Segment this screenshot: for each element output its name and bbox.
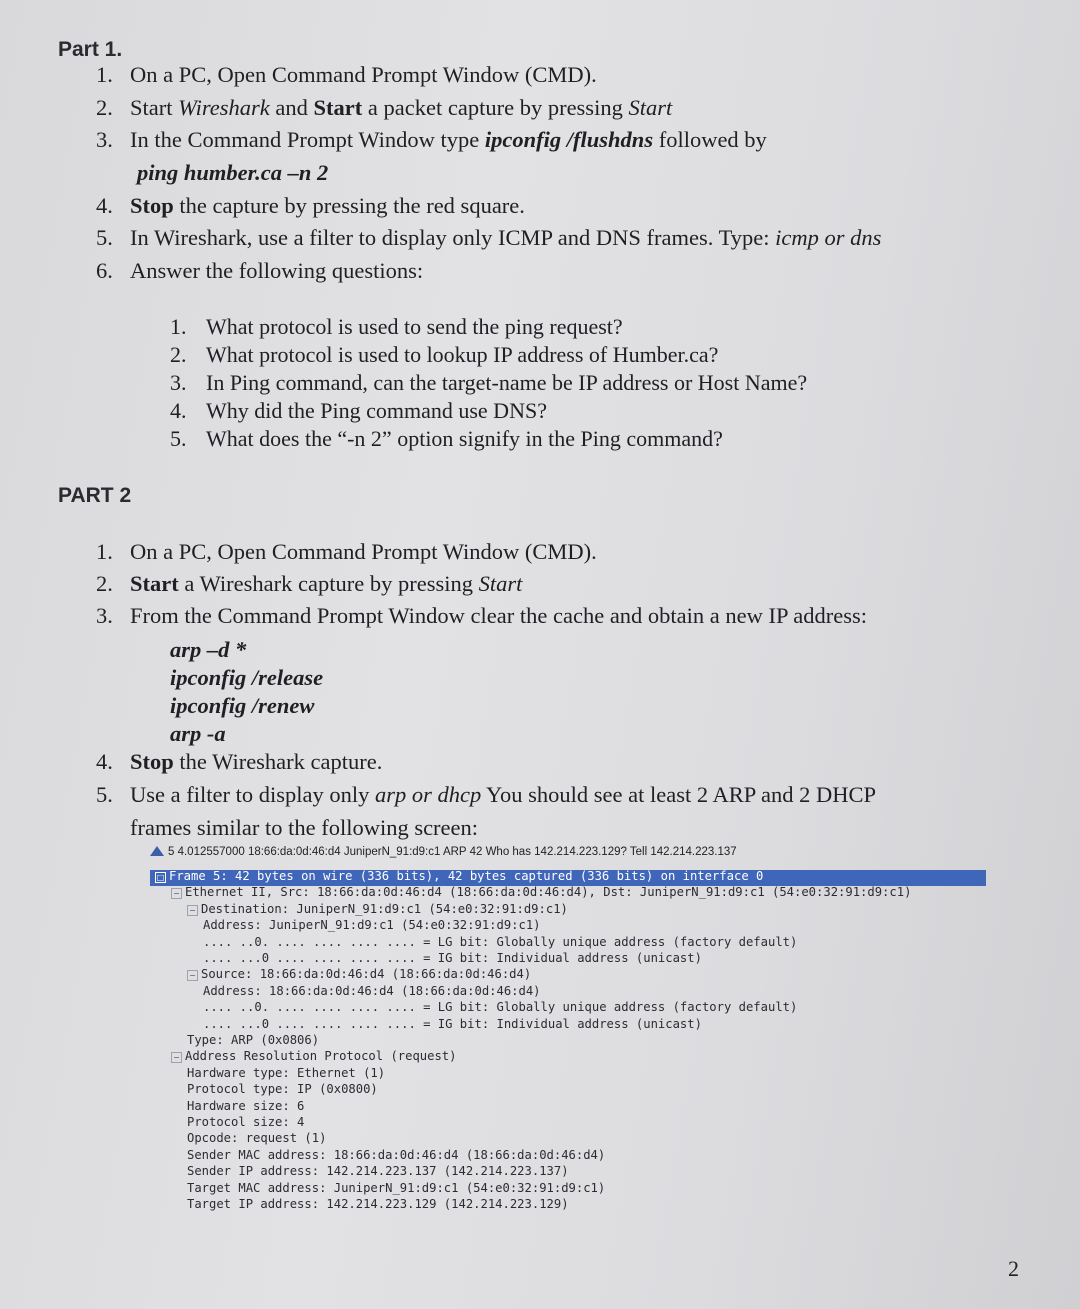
packet-details-tree — [155, 869, 985, 1219]
detail-text: .... ...0 .... .... .... .... = IG bit: Individual address (unicast) — [203, 1016, 702, 1031]
ping-command: ping humber.ca –n 2 — [137, 160, 329, 185]
part2-step-4: 4. Stop the Wireshark capture. — [96, 749, 383, 774]
packet-arrow-icon — [150, 846, 164, 856]
detail-line[interactable] — [203, 935, 797, 949]
tree-toggle-icon[interactable]: − — [187, 905, 198, 916]
detail-text: Address Resolution Protocol (request) — [185, 1049, 457, 1064]
tree-toggle-icon[interactable]: − — [171, 1052, 182, 1063]
detail-line[interactable] — [187, 1099, 304, 1113]
detail-text: Sender IP address: 142.214.223.137 (142.214.223.137) — [187, 1164, 569, 1179]
detail-text: Hardware size: 6 — [187, 1098, 305, 1113]
detail-text: Address: 18:66:da:0d:46:d4 (18:66:da:0d:46:d4) — [203, 983, 541, 998]
page-number: 2 — [1008, 1256, 1019, 1281]
question-5: 5. What does the “-n 2” option signify in the Ping command? — [170, 426, 723, 451]
detail-line[interactable] — [187, 1197, 569, 1211]
tree-toggle-icon[interactable]: □ — [156, 873, 165, 882]
part2-step-5: 5. Use a filter to display only arp or dhcp You should see at least 2 ARP and 2 DHCP — [96, 782, 877, 807]
detail-line[interactable] — [203, 951, 702, 965]
detail-text: Address: JuniperN_91:d9:c1 (54:e0:32:91:d9:c1) — [203, 918, 541, 933]
part2-step-5-line2: frames similar to the following screen: — [130, 815, 479, 840]
detail-text: Type: ARP (0x0806) — [187, 1033, 320, 1047]
detail-line[interactable] — [187, 1082, 378, 1096]
detail-line[interactable] — [187, 1033, 319, 1047]
detail-line[interactable] — [187, 902, 568, 916]
detail-line[interactable] — [171, 1049, 457, 1063]
detail-text: .... ..0. .... .... .... .... = LG bit: Globally unique address (factory default) — [203, 1000, 798, 1015]
detail-text: Protocol type: IP (0x0800) — [187, 1082, 378, 1097]
detail-line[interactable] — [187, 1131, 326, 1145]
tree-toggle-icon[interactable]: − — [171, 888, 182, 899]
detail-text: Destination: JuniperN_91:d9:c1 (54:e0:32:91:d9:c1) — [201, 901, 568, 916]
detail-line[interactable] — [203, 1017, 702, 1031]
command-arp-d: arp –d * — [170, 637, 247, 662]
detail-line[interactable] — [187, 1164, 569, 1178]
part1-step-4: 4. Stop the capture by pressing the red square. — [96, 193, 525, 218]
detail-text: Frame 5: 42 bytes on wire (336 bits), 42 bytes captured (336 bits) on interface 0 — [169, 869, 764, 883]
detail-text: .... ...0 .... .... .... .... = IG bit: Individual address (unicast) — [203, 951, 702, 965]
detail-text: .... ..0. .... .... .... .... = LG bit: Globally unique address (factory default) — [203, 934, 798, 949]
part1-step-2: 2. Start Wireshark and Start a packet capture by pressing Start — [96, 95, 673, 120]
detail-text: Protocol size: 4 — [187, 1115, 305, 1129]
part2-step-1: 1. On a PC, Open Command Prompt Window (CMD). — [96, 539, 597, 564]
part1-step-5: 5. In Wireshark, use a filter to display only ICMP and DNS frames. Type: icmp or dns — [96, 225, 882, 250]
part2-step-3: 3. From the Command Prompt Window clear the cache and obtain a new IP address: — [96, 603, 868, 628]
detail-line[interactable] — [187, 1148, 605, 1162]
detail-text: Sender MAC address: 18:66:da:0d:46:d4 (18:66:da:0d:46:d4) — [187, 1147, 606, 1162]
detail-line[interactable] — [171, 885, 911, 899]
part1-step-3: 3. In the Command Prompt Window type ipconfig /flushdns followed by — [96, 127, 767, 152]
part2-heading: PART 2 — [58, 484, 132, 507]
detail-line[interactable] — [187, 1066, 385, 1080]
detail-line[interactable] — [187, 1115, 304, 1129]
question-3: 3. In Ping command, can the target-name be IP address or Host Name? — [170, 370, 808, 395]
question-1: 1. What protocol is used to send the ping request? — [170, 314, 623, 339]
detail-line[interactable] — [187, 967, 531, 981]
command-arp-a: arp -a — [170, 721, 226, 746]
tree-toggle-icon[interactable]: − — [187, 970, 198, 981]
detail-text: Hardware type: Ethernet (1) — [187, 1065, 386, 1080]
detail-text: Ethernet II, Src: 18:66:da:0d:46:d4 (18:66:da:0d:46:d4), Dst: JuniperN_91:d9:c1 (54:e0:32:91:d9:c1) — [185, 885, 912, 900]
part1-step-1: 1. On a PC, Open Command Prompt Window (CMD). — [96, 62, 597, 87]
detail-line[interactable] — [187, 1181, 605, 1195]
part1-heading: Part 1. — [58, 38, 123, 61]
detail-line[interactable] — [203, 1000, 797, 1014]
command-ipconfig-renew: ipconfig /renew — [170, 693, 315, 718]
detail-line[interactable] — [203, 918, 541, 932]
question-2: 2. What protocol is used to lookup IP address of Humber.ca? — [170, 342, 719, 367]
detail-text: Target MAC address: JuniperN_91:d9:c1 (54:e0:32:91:d9:c1) — [187, 1180, 606, 1195]
detail-line-selected[interactable] — [155, 869, 763, 883]
command-ipconfig-release: ipconfig /release — [170, 665, 324, 690]
detail-text: Source: 18:66:da:0d:46:d4 (18:66:da:0d:46:d4) — [201, 967, 532, 982]
part2-step-2: 2. Start a Wireshark capture by pressing Start — [96, 571, 523, 596]
question-4: 4. Why did the Ping command use DNS? — [170, 398, 547, 423]
part1-step-6: 6. Answer the following questions: — [96, 258, 424, 283]
detail-text: Opcode: request (1) — [187, 1131, 327, 1146]
packet-list-row: 5 4.012557000 18:66:da:0d:46:d4 JuniperN_91:d9:c1 ARP 42 Who has 142.214.223.129? Tell 142.214.223.137 — [150, 846, 737, 858]
detail-line[interactable] — [203, 984, 541, 998]
detail-text: Target IP address: 142.214.223.129 (142.214.223.129) — [187, 1197, 569, 1211]
